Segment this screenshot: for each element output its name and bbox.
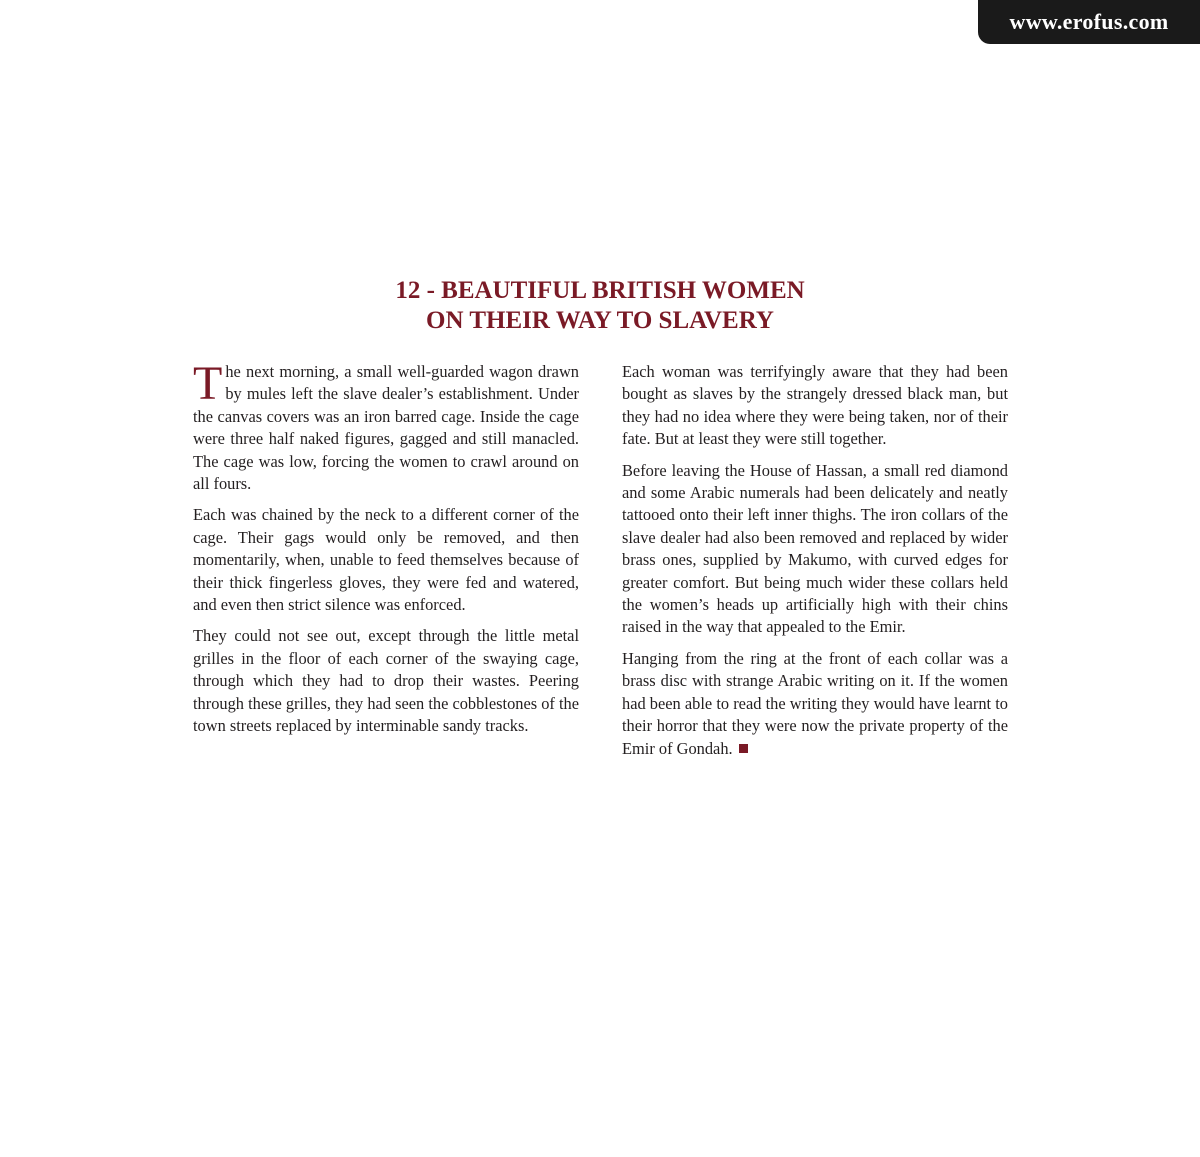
- chapter-title: [0, 276, 1200, 336]
- paragraph: [193, 357, 579, 495]
- paragraph: They could not see out, except through the little metal grilles in the floor of each corner of the swaying cage, through which they had to drop their wastes. Peering through these grilles, they had seen the cobblestones of the town streets replaced by interminable sandy tracks.: [193, 626, 579, 736]
- paragraph-text: he next morning, a small well-guarded wagon drawn by mules left the slave dealer’s establishment. Under the canvas covers was an iron barred cage. Inside the cage were three half naked figures, gagged and still manacled. The cage was low, forcing the women to crawl around on all fours.: [193, 362, 579, 494]
- watermark-text: www.erofus.com: [1009, 9, 1169, 34]
- chapter-title-line-2: ON THEIR WAY TO SLAVERY: [426, 307, 774, 334]
- watermark-badge: [978, 0, 1200, 44]
- right-text-column: [622, 361, 1008, 769]
- chapter-title-line-1: 12 - BEAUTIFUL BRITISH WOMEN: [395, 277, 805, 304]
- paragraph: [622, 648, 1008, 760]
- paragraph: Each was chained by the neck to a different corner of the cage. Their gags would only be removed, and then momentarily, when, unable to feed themselves because of their thick fingerless gloves, they were fed and watered, and even then strict silence was enforced.: [193, 505, 579, 615]
- left-text-column: [193, 357, 579, 747]
- paragraph: Each woman was terrifyingly aware that they had been bought as slaves by the strangely dressed black man, but they had no idea where they were being taken, nor of their fate. But at least they were still together.: [622, 362, 1008, 449]
- paragraph: Before leaving the House of Hassan, a small red diamond and some Arabic numerals had been delicately and neatly tattooed onto their left inner thighs. The iron collars of the slave dealer had also been removed and replaced by wider brass ones, supplied by Makumo, with curved edges for greater comfort. But being much wider these collars held the women’s heads up artificially high with their chins raised in the way that appealed to the Emir.: [622, 460, 1008, 637]
- paragraph-text: Hanging from the ring at the front of each collar was a brass disc with strange Arabic writing on it. If the women had been able to read the writing they would have learnt to their horror that they were now the private property of the Emir of Gondah.: [622, 648, 1008, 758]
- drop-cap: T: [193, 357, 223, 410]
- end-of-story-square-icon: [739, 744, 748, 753]
